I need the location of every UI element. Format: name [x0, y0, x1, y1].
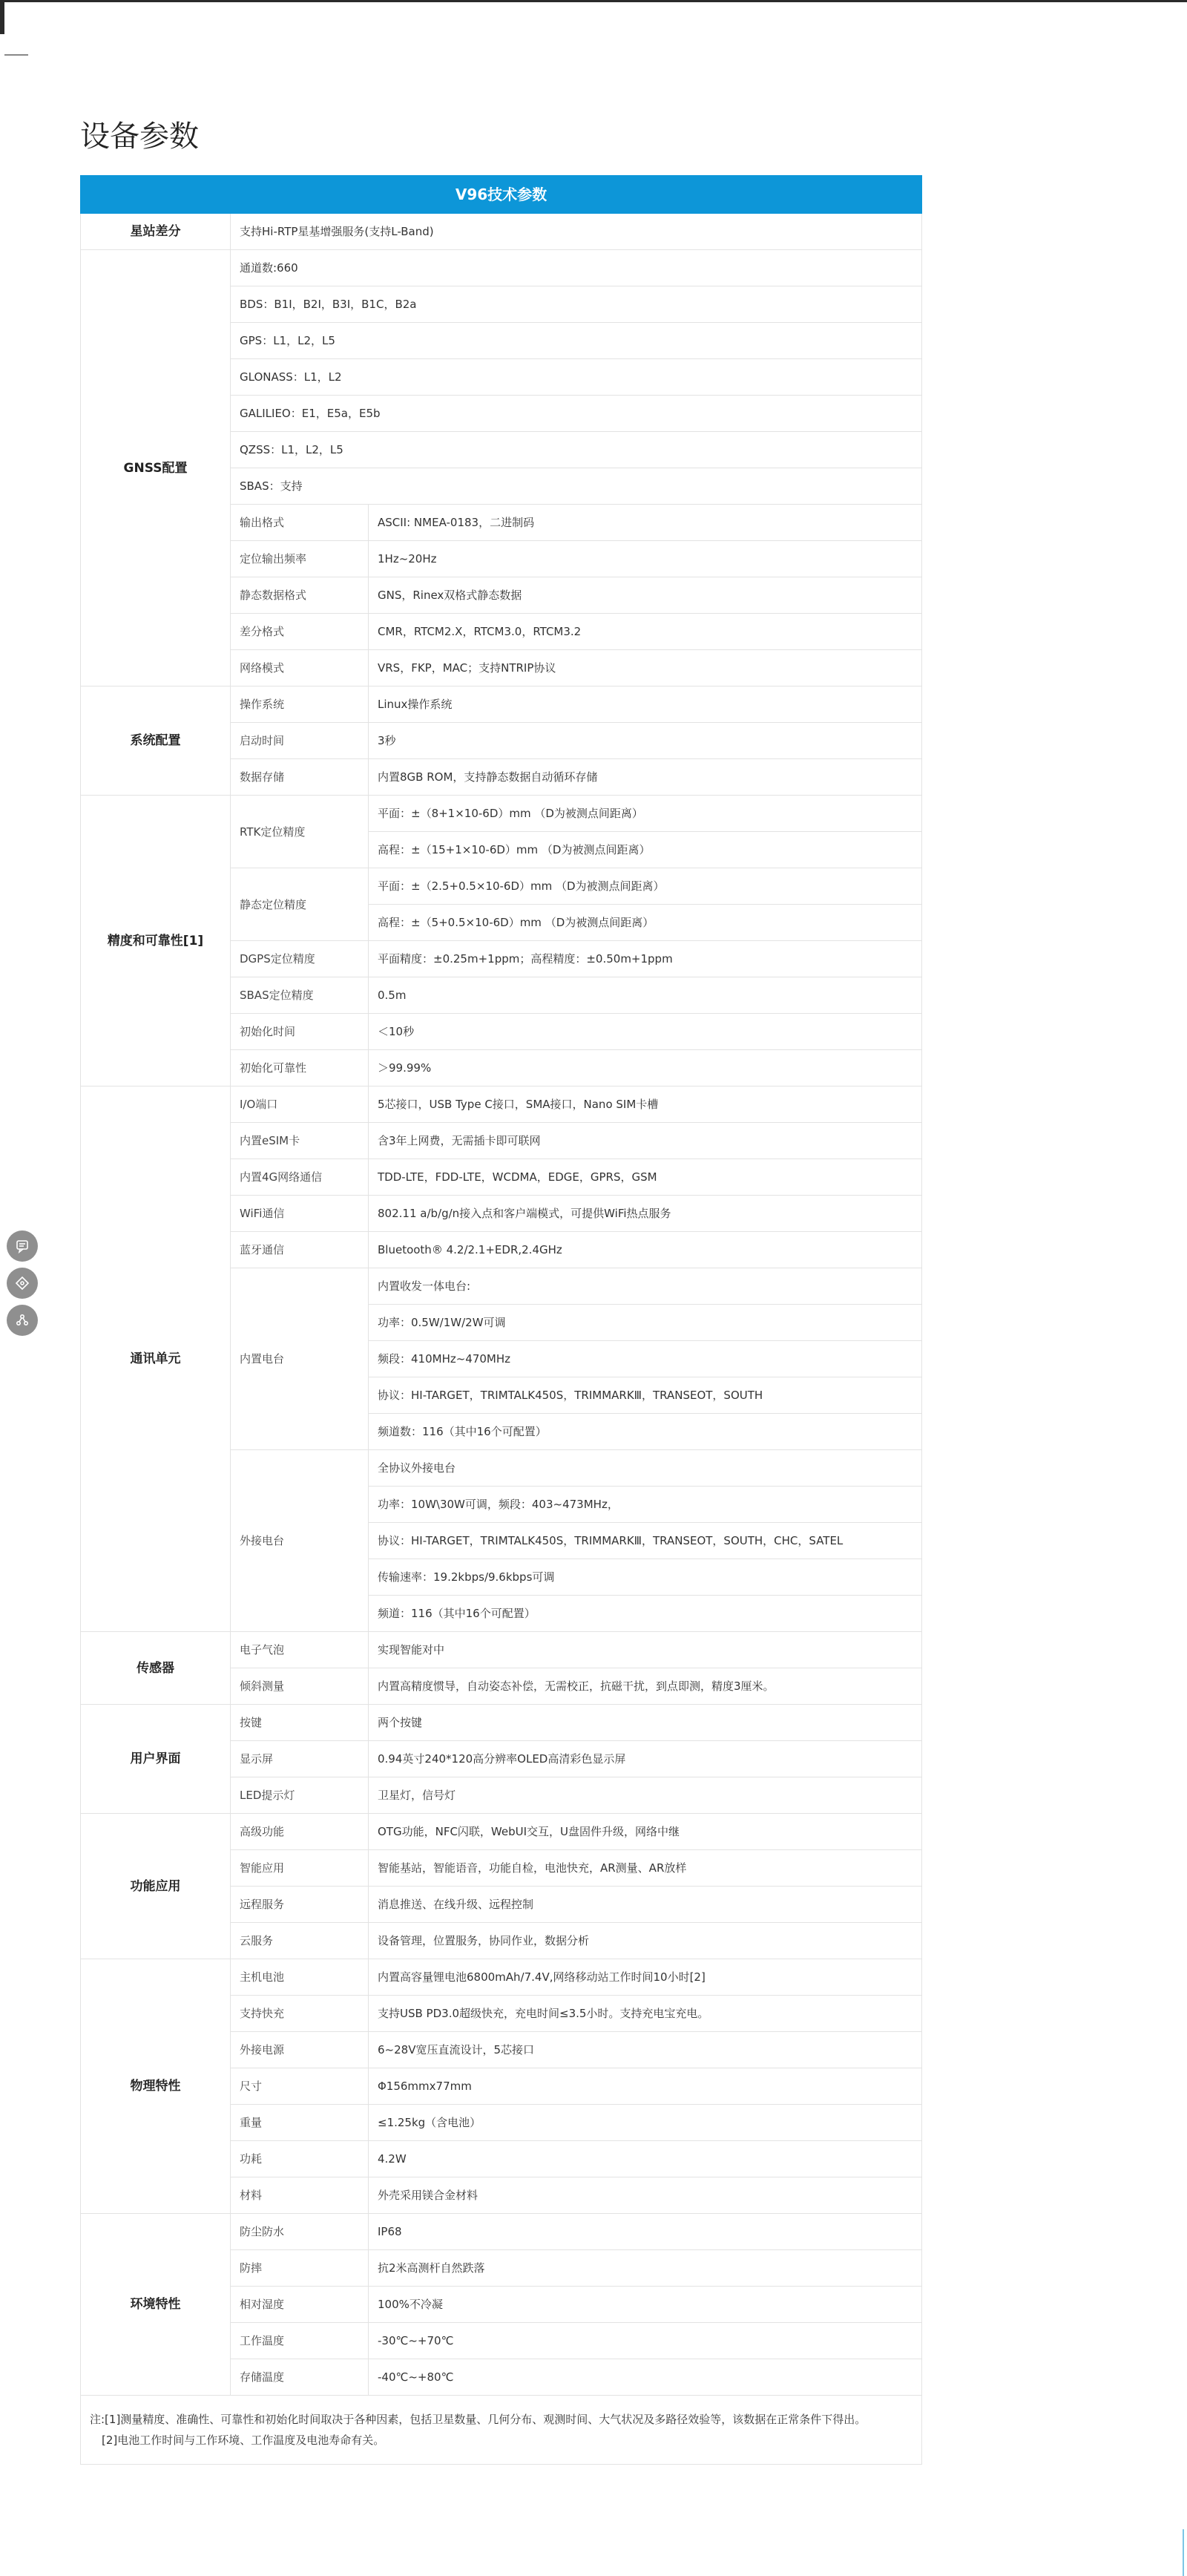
spec-value: 通道数:660	[231, 250, 922, 286]
spec-label: LED提示灯	[231, 1777, 369, 1814]
spec-label: 启动时间	[231, 723, 369, 759]
spec-label: 防尘防水	[231, 2214, 369, 2250]
spec-value: 内置收发一体电台:	[369, 1268, 922, 1305]
spec-value: 全协议外接电台	[369, 1450, 922, 1487]
spec-label: 显示屏	[231, 1741, 369, 1777]
notes-row	[81, 2396, 922, 2465]
spec-label: DGPS定位精度	[231, 941, 369, 977]
spec-label: 数据存储	[231, 759, 369, 796]
table-row	[81, 2214, 922, 2250]
spec-label: 智能应用	[231, 1850, 369, 1887]
footnote: 注:[1]测量精度、准确性、可靠性和初始化时间取决于各种因素，包括卫星数量、几何分布、观测时间、大气状况及多路径效验等，该数据在正常条件下得出。	[90, 2413, 867, 2426]
spec-label: 倾斜测量	[231, 1668, 369, 1705]
table-row	[81, 1705, 922, 1741]
group-name: 系统配置	[81, 686, 231, 796]
spec-value: Bluetooth® 4.2/2.1+EDR,2.4GHz	[369, 1232, 922, 1268]
spec-label: 初始化时间	[231, 1014, 369, 1050]
spec-label: 内置eSIM卡	[231, 1123, 369, 1159]
spec-label: 重量	[231, 2105, 369, 2141]
table-row	[81, 214, 922, 250]
header-dash	[4, 54, 28, 56]
spec-value: VRS，FKP，MAC；支持NTRIP协议	[369, 650, 922, 686]
spec-label: 输出格式	[231, 505, 369, 541]
spec-value: 频道：116（其中16个可配置）	[369, 1596, 922, 1632]
spec-label: 按键	[231, 1705, 369, 1741]
spec-label: 操作系统	[231, 686, 369, 723]
spec-table-heading: V96技术参数	[81, 176, 922, 214]
spec-value: 外壳采用镁合金材料	[369, 2177, 922, 2214]
spec-value: 5芯接口，USB Type C接口，SMA接口，Nano SIM卡槽	[369, 1087, 922, 1123]
spec-value: 平面精度：±0.25m+1ppm；高程精度：±0.50m+1ppm	[369, 941, 922, 977]
spec-label: 网络模式	[231, 650, 369, 686]
group-name: 精度和可靠性[1]	[81, 796, 231, 1087]
spec-value: -30℃~+70℃	[369, 2323, 922, 2359]
table-row	[81, 1087, 922, 1123]
spec-value: ＜10秒	[369, 1014, 922, 1050]
table-row	[81, 796, 922, 832]
table-row	[81, 1959, 922, 1996]
spec-value: CMR，RTCM2.X，RTCM3.0，RTCM3.2	[369, 614, 922, 650]
spec-label: 远程服务	[231, 1887, 369, 1923]
spec-value: QZSS：L1，L2，L5	[231, 432, 922, 468]
spec-value: IP68	[369, 2214, 922, 2250]
top-bar	[0, 0, 1187, 2]
spec-value: 4.2W	[369, 2141, 922, 2177]
spec-label: 云服务	[231, 1923, 369, 1959]
tag-button[interactable]	[7, 1268, 38, 1299]
spec-value: 实现智能对中	[369, 1632, 922, 1668]
group-name: 星站差分	[81, 214, 231, 250]
spec-value: 功率：10W\30W可调，频段：403~473MHz，	[369, 1487, 922, 1523]
spec-value: 1Hz~20Hz	[369, 541, 922, 577]
group-name: GNSS配置	[81, 250, 231, 686]
spec-label: 存储温度	[231, 2359, 369, 2396]
footnote: [2]电池工作时间与工作环境、工作温度及电池寿命有关。	[102, 2434, 385, 2447]
spec-label: 内置电台	[231, 1268, 369, 1450]
spec-value: 内置高精度惯导，自动姿态补偿，无需校正，抗磁干扰，到点即测，精度3厘米。	[369, 1668, 922, 1705]
spec-value: 功率：0.5W/1W/2W可调	[369, 1305, 922, 1341]
spec-value: 高程：±（15+1×10-6D）mm （D为被测点间距离）	[369, 832, 922, 868]
spec-label: 差分格式	[231, 614, 369, 650]
spec-value: 0.94英寸240*120高分辨率OLED高清彩色显示屏	[369, 1741, 922, 1777]
spec-value: TDD-LTE，FDD-LTE，WCDMA，EDGE，GPRS，GSM	[369, 1159, 922, 1196]
spec-label: 工作温度	[231, 2323, 369, 2359]
spec-label: 外接电台	[231, 1450, 369, 1632]
message-button[interactable]	[7, 1230, 38, 1262]
spec-value: 协议：HI-TARGET，TRIMTALK450S，TRIMMARKⅢ，TRANSEOT，SOUTH	[369, 1377, 922, 1414]
spec-value: 平面：±（2.5+0.5×10-6D）mm （D为被测点间距离）	[369, 868, 922, 905]
table-row	[81, 686, 922, 723]
group-name: 通讯单元	[81, 1087, 231, 1632]
spec-table-header-row	[81, 176, 922, 214]
spec-value: ≤1.25kg（含电池）	[369, 2105, 922, 2141]
spec-label: 主机电池	[231, 1959, 369, 1996]
spec-value: 802.11 a/b/g/n接入点和客户端模式，可提供WiFi热点服务	[369, 1196, 922, 1232]
spec-value: 含3年上网费，无需插卡即可联网	[369, 1123, 922, 1159]
top-bar-tick	[0, 0, 4, 34]
notes-cell	[81, 2396, 922, 2465]
group-name: 用户界面	[81, 1705, 231, 1814]
spec-label: 高级功能	[231, 1814, 369, 1850]
spec-value: 设备管理，位置服务，协同作业，数据分析	[369, 1923, 922, 1959]
spec-label: 相对湿度	[231, 2287, 369, 2323]
group-name: 物理特性	[81, 1959, 231, 2214]
spec-value: ＞99.99%	[369, 1050, 922, 1087]
spec-label: 支持快充	[231, 1996, 369, 2032]
spec-label: RTK定位精度	[231, 796, 369, 868]
spec-value: 3秒	[369, 723, 922, 759]
spec-label: 定位输出频率	[231, 541, 369, 577]
spec-value: 传输速率：19.2kbps/9.6kbps可调	[369, 1559, 922, 1596]
spec-table-container	[80, 175, 921, 2465]
spec-value: OTG功能，NFC闪联，WebUI交互，U盘固件升级，网络中继	[369, 1814, 922, 1850]
spec-value: 0.5m	[369, 977, 922, 1014]
spec-value: 内置高容量锂电池6800mAh/7.4V,网络移动站工作时间10小时[2]	[369, 1959, 922, 1996]
spec-value: 频道数：116（其中16个可配置）	[369, 1414, 922, 1450]
spec-table-body	[81, 176, 922, 2465]
spec-label: 防摔	[231, 2250, 369, 2287]
spec-value: 平面：±（8+1×10-6D）mm （D为被测点间距离）	[369, 796, 922, 832]
spec-value: GNS，Rinex双格式静态数据	[369, 577, 922, 614]
spec-label: 电子气泡	[231, 1632, 369, 1668]
share-button[interactable]	[7, 1305, 38, 1336]
spec-value: 6~28V宽压直流设计，5芯接口	[369, 2032, 922, 2068]
tag-icon	[15, 1276, 30, 1291]
spec-label: 功耗	[231, 2141, 369, 2177]
spec-value: 支持USB PD3.0超级快充，充电时间≤3.5小时。支持充电宝充电。	[369, 1996, 922, 2032]
spec-label: 初始化可靠性	[231, 1050, 369, 1087]
spec-value: 高程：±（5+0.5×10-6D）mm （D为被测点间距离）	[369, 905, 922, 941]
table-row	[81, 250, 922, 286]
side-toolbar	[7, 1230, 38, 1342]
spec-value: Φ156mmx77mm	[369, 2068, 922, 2105]
spec-value: 协议：HI-TARGET，TRIMTALK450S，TRIMMARKⅢ，TRANSEOT，SOUTH，CHC，SATEL	[369, 1523, 922, 1559]
group-name: 环境特性	[81, 2214, 231, 2396]
spec-value: GLONASS：L1，L2	[231, 359, 922, 396]
spec-value: GALILIEO：E1，E5a，E5b	[231, 396, 922, 432]
group-name: 功能应用	[81, 1814, 231, 1959]
share-icon	[15, 1313, 30, 1328]
spec-value: BDS：B1I，B2I，B3I，B1C，B2a	[231, 286, 922, 323]
spec-value: 消息推送、在线升级、远程控制	[369, 1887, 922, 1923]
spec-label: WiFi通信	[231, 1196, 369, 1232]
page-title: 设备参数	[80, 119, 199, 154]
spec-table	[80, 175, 922, 2465]
spec-label: 静态数据格式	[231, 577, 369, 614]
spec-value: 支持Hi-RTP星基增强服务(支持L-Band)	[231, 214, 922, 250]
right-edge-accent	[1183, 2529, 1184, 2576]
spec-label: 尺寸	[231, 2068, 369, 2105]
spec-label: 外接电源	[231, 2032, 369, 2068]
spec-value: 卫星灯，信号灯	[369, 1777, 922, 1814]
spec-value: 两个按键	[369, 1705, 922, 1741]
spec-value: ASCII: NMEA-0183，二进制码	[369, 505, 922, 541]
table-row	[81, 1814, 922, 1850]
spec-label: 静态定位精度	[231, 868, 369, 941]
spec-label: 内置4G网络通信	[231, 1159, 369, 1196]
spec-value: 抗2米高测杆自然跌落	[369, 2250, 922, 2287]
group-name: 传感器	[81, 1632, 231, 1705]
spec-label: I/O端口	[231, 1087, 369, 1123]
spec-value: -40℃~+80℃	[369, 2359, 922, 2396]
spec-label: 材料	[231, 2177, 369, 2214]
spec-value: 内置8GB ROM，支持静态数据自动循环存储	[369, 759, 922, 796]
spec-label: 蓝牙通信	[231, 1232, 369, 1268]
spec-value: 智能基站，智能语音，功能自检，电池快充，AR测量、AR放样	[369, 1850, 922, 1887]
spec-value: 频段：410MHz~470MHz	[369, 1341, 922, 1377]
spec-value: SBAS：支持	[231, 468, 922, 505]
spec-value: Linux操作系统	[369, 686, 922, 723]
message-icon	[15, 1239, 30, 1253]
spec-value: GPS：L1，L2，L5	[231, 323, 922, 359]
spec-value: 100%不冷凝	[369, 2287, 922, 2323]
spec-label: SBAS定位精度	[231, 977, 369, 1014]
table-row	[81, 1632, 922, 1668]
